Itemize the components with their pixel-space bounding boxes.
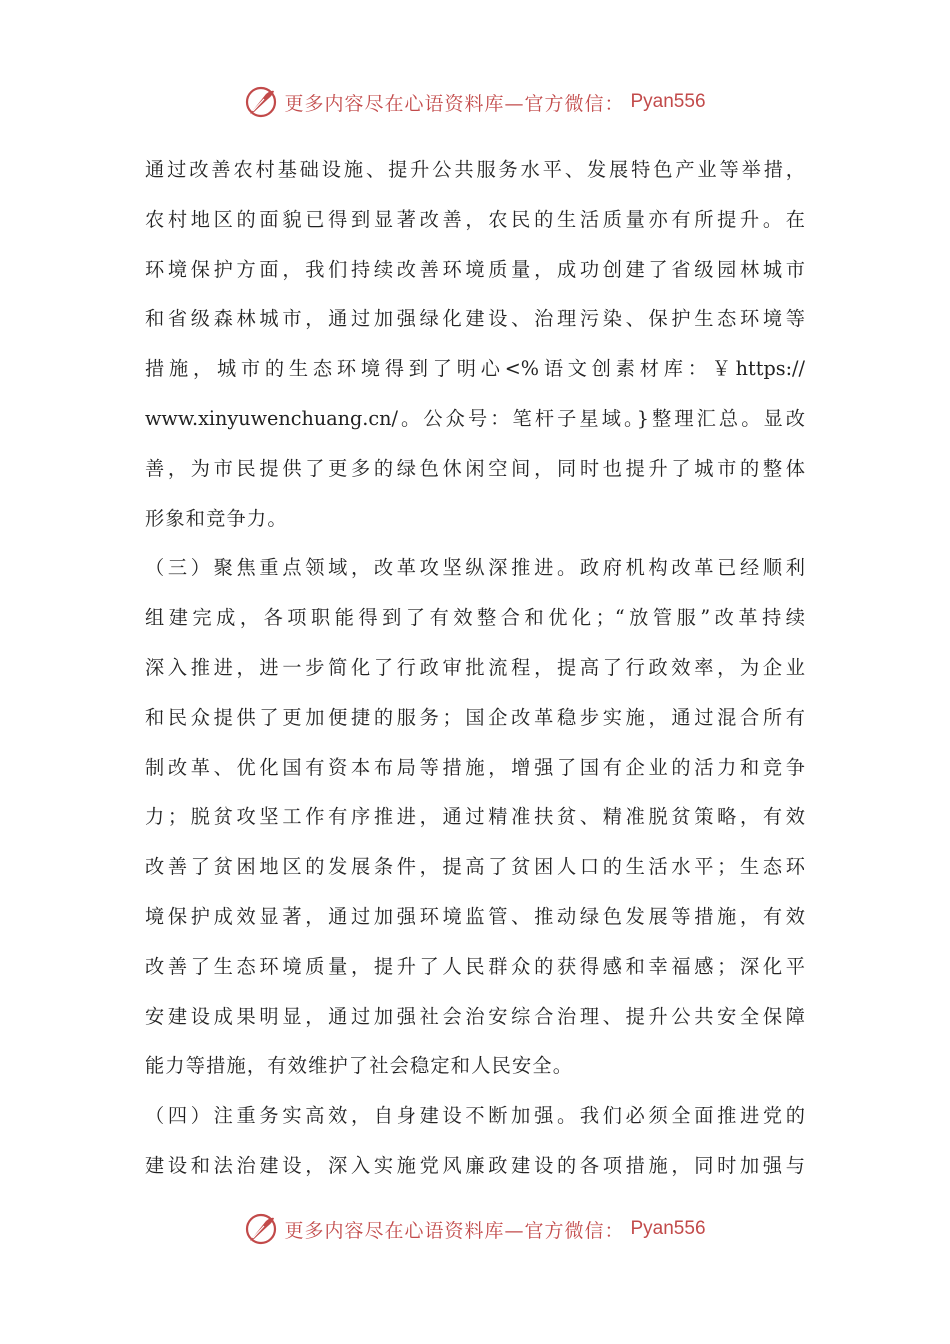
body-line: 组建完成，各项职能得到了有效整合和优化；“放管服”改革持续 (145, 606, 805, 630)
body-line: 安建设成果明显，通过加强社会治安综合治理、提升公共安全保障 (145, 1004, 805, 1028)
footer-wechat-id: Pyan556 (630, 1218, 706, 1239)
body-line: 改善了生态环境质量，提升了人民群众的获得感和幸福感；深化平 (145, 954, 805, 978)
footer-banner-text: 更多内容尽在心语资料库—官方微信： (284, 1219, 625, 1242)
body-line: 境保护成效显著，通过加强环境监管、推动绿色发展等措施，有效 (145, 904, 805, 928)
footer-banner-inner (244, 1212, 705, 1246)
body-line: 农村地区的面貌已得到显著改善，农民的生活质量亦有所提升。在 (145, 207, 805, 231)
body-line: 力；脱贫攻坚工作有序推进，通过精准扶贫、精准脱贫策略，有效 (145, 805, 805, 829)
body-line: 深入推进，进一步简化了行政审批流程，提高了行政效率，为企业 (145, 655, 805, 679)
body-line: 环境保护方面，我们持续改善环境质量，成功创建了省级园林城市 (145, 257, 805, 281)
body-line: 措施，城市的生态环境得到了明心<%语文创素材库：￥https:// (145, 357, 805, 381)
header-banner-inner (244, 85, 705, 119)
header-banner-text: 更多内容尽在心语资料库—官方微信： (284, 92, 625, 115)
body-line: www.xinyuwenchuang.cn/。公众号：笔杆子星域。}整理汇总。显改 (145, 406, 805, 430)
quill-logo-icon (244, 85, 278, 119)
header-banner (0, 82, 950, 122)
body-line: （三）聚焦重点领域，改革攻坚纵深推进。政府机构改革已经顺利 (145, 556, 805, 580)
quill-logo-icon (244, 1212, 278, 1246)
body-line: 改善了贫困地区的发展条件，提高了贫困人口的生活水平；生态环 (145, 855, 805, 879)
body-line: 形象和竞争力。 (145, 506, 288, 530)
body-line: 通过改善农村基础设施、提升公共服务水平、发展特色产业等举措， (145, 158, 805, 181)
body-line: （四）注重务实高效，自身建设不断加强。我们必须全面推进党的 (145, 1104, 805, 1128)
body-line: 能力等措施，有效维护了社会稳定和人民安全。 (145, 1054, 574, 1078)
header-wechat-id: Pyan556 (630, 91, 706, 112)
body-line: 和省级森林城市，通过加强绿化建设、治理污染、保护生态环境等 (145, 307, 805, 331)
body-line: 制改革、优化国有资本布局等措施，增强了国有企业的活力和竞争 (145, 755, 805, 779)
body-line: 和民众提供了更加便捷的服务；国企改革稳步实施，通过混合所有 (145, 705, 805, 729)
document-body (145, 145, 805, 1191)
body-line: 善，为市民提供了更多的绿色休闲空间，同时也提升了城市的整体 (145, 456, 805, 480)
footer-banner (0, 1209, 950, 1249)
body-line: 建设和法治建设，深入实施党风廉政建设的各项措施，同时加强与 (145, 1153, 805, 1177)
